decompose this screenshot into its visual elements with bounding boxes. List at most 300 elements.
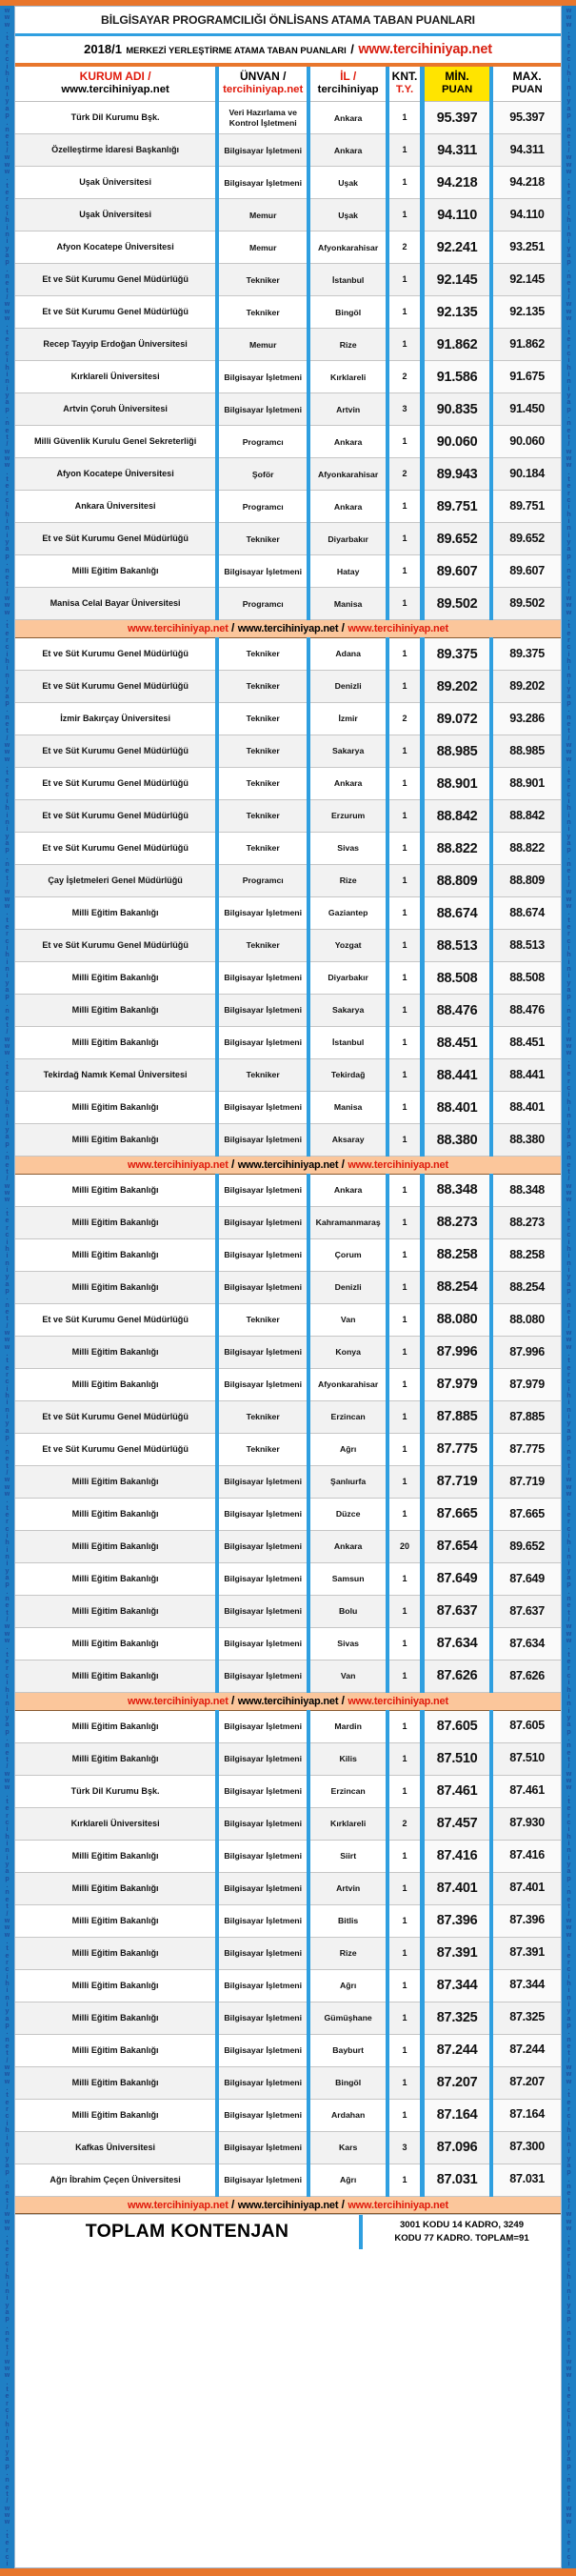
watermark-char: e	[566, 776, 571, 784]
watermark-char: i	[6, 812, 9, 819]
watermark-char: i	[6, 1266, 9, 1274]
watermark-char: n	[566, 1553, 571, 1560]
header-row	[15, 67, 561, 102]
watermark-char: p	[566, 994, 571, 1001]
cell-kontenjan: 1	[387, 1710, 422, 1742]
watermark-char: i	[6, 945, 9, 953]
cell-kontenjan: 1	[387, 671, 422, 703]
watermark-char: .	[567, 266, 570, 273]
cell-kontenjan: 1	[387, 167, 422, 199]
watermark-char: e	[566, 2190, 571, 2198]
table-row	[15, 1433, 561, 1465]
col-header-unvan-line1: ÜNVAN /	[239, 70, 287, 83]
watermark-char: /	[6, 588, 9, 595]
watermark-char: e	[566, 574, 571, 581]
cell-kontenjan: 1	[387, 1336, 422, 1368]
watermark-char: y	[5, 2155, 10, 2163]
cell-kurum-adi: Ankara Üniversitesi	[15, 491, 217, 523]
watermark-char: t	[6, 287, 9, 294]
cell-unvan: Programcı	[217, 588, 308, 620]
watermark-char: e	[566, 1659, 571, 1666]
watermark-char: e	[566, 1952, 571, 1960]
watermark-char: h	[566, 1098, 571, 1106]
page-title: BİLGİSAYAR PROGRAMCILIĞI ÖNLİSANS ATAMA TABAN PUANLARI	[15, 7, 561, 36]
watermark-char: w	[566, 1182, 572, 1190]
watermark-char: w	[4, 2224, 10, 2232]
watermark-char: i	[567, 371, 570, 378]
ad-link-1[interactable]: www.tercihiniyap.net	[128, 1695, 228, 1707]
watermark-char: c	[566, 644, 571, 652]
watermark-char: t	[567, 2385, 570, 2393]
cell-il: Siirt	[308, 1840, 387, 1872]
watermark-char: t	[6, 1316, 9, 1323]
ad-separator-1: /	[228, 1157, 238, 1172]
watermark-char: n	[566, 2288, 571, 2296]
watermark-char: t	[6, 1211, 9, 1218]
watermark-char: w	[4, 896, 10, 903]
table-row	[15, 264, 561, 296]
watermark-char: r	[6, 2400, 9, 2407]
watermark-char: a	[566, 1721, 571, 1729]
watermark-char: i	[6, 63, 9, 70]
watermark-char: t	[6, 1504, 9, 1512]
cell-unvan: Bilgisayar İşletmeni	[217, 1710, 308, 1742]
table-row	[15, 426, 561, 458]
watermark-char: t	[6, 2092, 9, 2100]
watermark-char: y	[5, 1274, 10, 1281]
ad-link-3[interactable]: www.tercihiniyap.net	[348, 1695, 448, 1707]
watermark-char: i	[6, 1841, 9, 1848]
ad-link-3[interactable]: www.tercihiniyap.net	[348, 623, 448, 635]
watermark-char: p	[566, 847, 571, 855]
watermark-char: w	[4, 742, 10, 750]
cell-il: Bingöl	[308, 2066, 387, 2099]
watermark-char: /	[6, 881, 9, 889]
watermark-char: r	[6, 931, 9, 938]
watermark-char: w	[566, 1917, 572, 1924]
watermark-char: e	[566, 2246, 571, 2253]
cell-kurum-adi: Milli Eğitim Bakanlığı	[15, 1336, 217, 1368]
watermark-char: i	[567, 1385, 570, 1393]
watermark-char: w	[566, 2512, 572, 2520]
watermark-char: n	[566, 1994, 571, 2002]
cell-max-puan: 95.397	[491, 102, 561, 134]
watermark-char: h	[566, 217, 571, 225]
table-row	[15, 800, 561, 833]
watermark-char: e	[5, 2099, 10, 2106]
watermark-char: /	[567, 735, 570, 742]
watermark-char: w	[4, 1638, 10, 1645]
cell-il: Bayburt	[308, 2034, 387, 2066]
cell-kurum-adi: Kırklareli Üniversitesi	[15, 1807, 217, 1840]
cell-kontenjan: 1	[387, 865, 422, 897]
watermark-char: i	[6, 679, 9, 686]
watermark-char: i	[567, 1546, 570, 1554]
cell-max-puan: 91.862	[491, 329, 561, 361]
watermark-char: t	[567, 1358, 570, 1365]
watermark-char: w	[566, 1190, 572, 1197]
subtitle-middle: MERKEZİ YERLEŞTİRME ATAMA TABAN PUANLARI	[126, 45, 347, 55]
watermark-char: a	[5, 252, 10, 260]
watermark-char: i	[567, 1560, 570, 1568]
subtitle-site-link[interactable]: www.tercihiniyap.net	[358, 42, 492, 57]
watermark-char: e	[566, 1749, 571, 1757]
watermark-char: i	[567, 1987, 570, 1995]
watermark-char: c	[5, 2113, 10, 2121]
cell-kurum-adi: Milli Eğitim Bakanlığı	[15, 1710, 217, 1742]
left-watermark-strip	[0, 6, 14, 2568]
watermark-char: n	[5, 2036, 10, 2043]
cell-il: Rize	[308, 329, 387, 361]
cell-max-puan: 89.607	[491, 555, 561, 588]
cell-min-puan: 87.885	[422, 1400, 491, 1433]
cell-max-puan: 89.751	[491, 491, 561, 523]
watermark-char: p	[5, 847, 10, 855]
cell-kontenjan: 1	[387, 2002, 422, 2034]
watermark-char: i	[6, 1092, 9, 1099]
table-row	[15, 1092, 561, 1124]
cell-max-puan: 88.348	[491, 1174, 561, 1206]
ad-link-2[interactable]: www.tercihiniyap.net	[237, 1695, 339, 1707]
cell-kontenjan: 1	[387, 264, 422, 296]
watermark-char: e	[5, 2484, 10, 2491]
watermark-char: a	[5, 839, 10, 847]
ad-link-3[interactable]: www.tercihiniyap.net	[348, 1159, 448, 1172]
watermark-char: n	[566, 1406, 571, 1414]
watermark-char: .	[6, 1351, 9, 1358]
cell-unvan: Bilgisayar İşletmeni	[217, 1807, 308, 1840]
watermark-char: .	[6, 175, 9, 183]
watermark-char: w	[4, 594, 10, 602]
cell-min-puan: 91.586	[422, 361, 491, 393]
watermark-char: p	[5, 112, 10, 120]
watermark-char: .	[567, 322, 570, 330]
watermark-char: a	[5, 987, 10, 995]
watermark-char: e	[5, 1161, 10, 1169]
cell-min-puan: 94.311	[422, 134, 491, 167]
cell-kontenjan: 1	[387, 1840, 422, 1872]
cell-kontenjan: 1	[387, 491, 422, 523]
watermark-char: r	[6, 1077, 9, 1085]
watermark-char: e	[5, 1364, 10, 1372]
ad-banner-cell	[15, 620, 561, 638]
watermark-char: y	[5, 245, 10, 252]
watermark-char: n	[566, 1448, 571, 1456]
watermark-char: .	[567, 2085, 570, 2093]
watermark-char: w	[4, 1931, 10, 1939]
cell-il: Uşak	[308, 167, 387, 199]
cell-min-puan: 89.072	[422, 703, 491, 735]
watermark-char: t	[567, 623, 570, 631]
watermark-char: w	[566, 448, 572, 455]
watermark-char: e	[5, 2393, 10, 2401]
watermark-char: .	[567, 1000, 570, 1008]
ad-link-1[interactable]: www.tercihiniyap.net	[128, 2199, 228, 2211]
watermark-char: n	[566, 1596, 571, 1603]
watermark-char: .	[567, 29, 570, 36]
cell-unvan: Tekniker	[217, 1433, 308, 1465]
watermark-char: w	[4, 903, 10, 910]
watermark-char: /	[6, 1617, 9, 1624]
watermark-char: r	[6, 636, 9, 644]
watermark-char: a	[5, 693, 10, 700]
watermark-char: a	[5, 2456, 10, 2464]
watermark-char: i	[567, 1399, 570, 1407]
watermark-char: a	[5, 546, 10, 553]
cell-il: Afyonkarahisar	[308, 458, 387, 491]
cell-il: Bolu	[308, 1595, 387, 1627]
watermark-char: e	[566, 2043, 571, 2051]
watermark-char: e	[5, 776, 10, 784]
cell-max-puan: 87.775	[491, 1433, 561, 1465]
cell-min-puan: 87.461	[422, 1775, 491, 1807]
watermark-char: y	[566, 98, 571, 106]
table-row	[15, 865, 561, 897]
cell-min-puan: 92.145	[422, 264, 491, 296]
watermark-char: w	[566, 1050, 572, 1057]
ad-banner-row	[15, 620, 561, 638]
watermark-char: i	[6, 2148, 9, 2156]
watermark-char: p	[566, 2316, 571, 2324]
ad-banner-row	[15, 1692, 561, 1710]
cell-min-puan: 87.164	[422, 2099, 491, 2131]
watermark-char: t	[6, 1756, 9, 1763]
cell-max-puan: 87.665	[491, 1498, 561, 1530]
cell-max-puan: 88.985	[491, 735, 561, 768]
col-header-knt-line1: KNT.	[391, 70, 418, 83]
watermark-char: w	[4, 154, 10, 162]
table-row	[15, 555, 561, 588]
watermark-char: t	[6, 1651, 9, 1659]
watermark-char: i	[567, 210, 570, 217]
cell-unvan: Bilgisayar İşletmeni	[217, 1238, 308, 1271]
ad-link-2[interactable]: www.tercihiniyap.net	[237, 1159, 339, 1172]
watermark-char: w	[4, 1623, 10, 1631]
cell-unvan: Tekniker	[217, 264, 308, 296]
cell-unvan: Tekniker	[217, 1303, 308, 1336]
watermark-char: .	[567, 2526, 570, 2533]
watermark-char: i	[6, 238, 9, 246]
watermark-char: i	[567, 1826, 570, 1834]
cell-min-puan: 90.060	[422, 426, 491, 458]
watermark-char: a	[5, 1721, 10, 1729]
cell-min-puan: 87.979	[422, 1368, 491, 1400]
watermark-char: c	[566, 2113, 571, 2121]
table-row	[15, 1027, 561, 1059]
cell-unvan: Bilgisayar İşletmeni	[217, 2131, 308, 2163]
cell-max-puan: 89.375	[491, 638, 561, 671]
cell-kurum-adi: Milli Eğitim Bakanlığı	[15, 1124, 217, 1157]
table-row	[15, 1742, 561, 1775]
watermark-char: .	[6, 1000, 9, 1008]
watermark-char: t	[567, 1609, 570, 1617]
watermark-char: c	[5, 1525, 10, 1533]
table-row	[15, 671, 561, 703]
watermark-char: h	[5, 952, 10, 959]
watermark-char: e	[566, 630, 571, 637]
watermark-char: w	[4, 1777, 10, 1784]
watermark-char: i	[6, 357, 9, 365]
watermark-char: a	[566, 1134, 571, 1141]
watermark-char: .	[567, 119, 570, 127]
cell-max-puan: 87.885	[491, 1400, 561, 1433]
cell-kontenjan: 1	[387, 1775, 422, 1807]
watermark-char: e	[566, 1456, 571, 1463]
cell-il: Artvin	[308, 393, 387, 426]
watermark-char: .	[6, 1791, 9, 1799]
ad-link-3[interactable]: www.tercihiniyap.net	[348, 2199, 448, 2211]
watermark-char: i	[6, 2001, 9, 2008]
watermark-char: i	[6, 826, 9, 834]
cell-min-puan: 95.397	[422, 102, 491, 134]
watermark-char: p	[566, 1875, 571, 1882]
watermark-char: y	[566, 2302, 571, 2309]
cell-min-puan: 88.674	[422, 897, 491, 930]
cell-unvan: Bilgisayar İşletmeni	[217, 2099, 308, 2131]
watermark-char: w	[4, 1197, 10, 1204]
watermark-char: t	[567, 182, 570, 190]
watermark-char: t	[6, 1169, 9, 1177]
watermark-char: n	[5, 2141, 10, 2148]
watermark-char: n	[566, 1889, 571, 1897]
ad-link-1[interactable]: www.tercihiniyap.net	[128, 1159, 228, 1172]
watermark-char: i	[6, 1560, 9, 1568]
watermark-char: w	[4, 462, 10, 470]
cell-max-puan: 87.461	[491, 1775, 561, 1807]
watermark-char: i	[6, 651, 9, 658]
cell-kontenjan: 1	[387, 1465, 422, 1498]
cell-max-puan: 87.401	[491, 1872, 561, 1904]
cell-kurum-adi: Et ve Süt Kurumu Genel Müdürlüğü	[15, 671, 217, 703]
watermark-char: n	[566, 2036, 571, 2043]
cell-il: Rize	[308, 1937, 387, 1969]
cell-min-puan: 88.822	[422, 833, 491, 865]
watermark-char: e	[566, 868, 571, 875]
cell-il: Denizli	[308, 1271, 387, 1303]
watermark-char: w	[566, 2071, 572, 2079]
watermark-char: e	[566, 427, 571, 434]
cell-kontenjan: 1	[387, 2066, 422, 2099]
watermark-char: t	[567, 2092, 570, 2100]
watermark-char: y	[5, 392, 10, 399]
watermark-char: n	[566, 2477, 571, 2485]
cell-il: Bitlis	[308, 1904, 387, 1937]
watermark-char: a	[5, 2162, 10, 2169]
cell-min-puan: 88.273	[422, 1206, 491, 1238]
cell-max-puan: 87.207	[491, 2066, 561, 2099]
watermark-char: r	[567, 2106, 570, 2114]
cell-min-puan: 92.241	[422, 231, 491, 264]
watermark-char: n	[5, 1994, 10, 2002]
ad-link-2[interactable]: www.tercihiniyap.net	[237, 2199, 339, 2211]
cell-il: Aksaray	[308, 1124, 387, 1157]
table-row	[15, 962, 561, 995]
ad-banner-cell	[15, 2196, 561, 2214]
watermark-char: t	[6, 2533, 9, 2541]
cell-il: Afyonkarahisar	[308, 231, 387, 264]
watermark-char: w	[4, 2365, 10, 2372]
cell-il: Afyonkarahisar	[308, 1368, 387, 1400]
watermark-char: .	[6, 413, 9, 420]
cell-kontenjan: 1	[387, 1059, 422, 1092]
watermark-char: /	[567, 588, 570, 595]
watermark-char: y	[566, 1862, 571, 1869]
watermark-char: n	[5, 525, 10, 533]
cell-unvan: Tekniker	[217, 1059, 308, 1092]
watermark-char: t	[6, 2050, 9, 2058]
cell-max-puan: 88.380	[491, 1124, 561, 1157]
watermark-char: a	[5, 2015, 10, 2023]
watermark-char: w	[4, 2071, 10, 2079]
watermark-char: t	[567, 2344, 570, 2351]
watermark-char: e	[566, 721, 571, 729]
cell-il: Mardin	[308, 1710, 387, 1742]
cell-il: Yozgat	[308, 930, 387, 962]
watermark-char: w	[4, 602, 10, 610]
table-row	[15, 1937, 561, 1969]
watermark-char: w	[566, 161, 572, 169]
watermark-char: h	[5, 657, 10, 665]
sheet-frame	[0, 6, 576, 2568]
watermark-char: e	[566, 189, 571, 196]
watermark-char: w	[4, 2512, 10, 2520]
watermark-char: w	[4, 2519, 10, 2526]
col-header-unvan	[217, 67, 308, 102]
watermark-char: h	[566, 1686, 571, 1694]
watermark-char: e	[5, 2190, 10, 2198]
watermark-char: i	[567, 1266, 570, 1274]
cell-kurum-adi: Milli Eğitim Bakanlığı	[15, 2002, 217, 2034]
cell-max-puan: 88.258	[491, 1238, 561, 1271]
watermark-char: y	[5, 98, 10, 106]
cell-max-puan: 87.996	[491, 1336, 561, 1368]
watermark-char: h	[566, 1980, 571, 1987]
cell-kurum-adi: Milli Eğitim Bakanlığı	[15, 1027, 217, 1059]
ad-link-2[interactable]: www.tercihiniyap.net	[237, 623, 339, 635]
watermark-char: r	[6, 2546, 9, 2554]
watermark-char: n	[5, 2435, 10, 2443]
cell-unvan: Bilgisayar İşletmeni	[217, 1840, 308, 1872]
watermark-char: .	[6, 469, 9, 476]
col-header-min-puan	[422, 67, 491, 102]
ad-banner-row	[15, 2196, 561, 2214]
watermark-char: /	[567, 147, 570, 154]
watermark-char: n	[566, 231, 571, 238]
spreadsheet-sheet	[14, 6, 562, 2568]
cell-max-puan: 87.637	[491, 1595, 561, 1627]
watermark-char: e	[5, 1659, 10, 1666]
ad-link-1[interactable]: www.tercihiniyap.net	[128, 623, 228, 635]
watermark-char: i	[6, 2295, 9, 2303]
cell-kurum-adi: Artvin Çoruh Üniversitesi	[15, 393, 217, 426]
cell-unvan: Tekniker	[217, 833, 308, 865]
watermark-char: t	[6, 770, 9, 777]
watermark-char: .	[6, 2176, 9, 2184]
ad-separator-1: /	[228, 621, 238, 635]
cell-min-puan: 94.218	[422, 167, 491, 199]
table-row	[15, 1775, 561, 1807]
cell-min-puan: 87.649	[422, 1562, 491, 1595]
cell-min-puan: 87.637	[422, 1595, 491, 1627]
watermark-char: .	[6, 1441, 9, 1449]
watermark-char: h	[5, 2274, 10, 2282]
col-header-il-line2: tercihiniyap	[317, 83, 379, 95]
cell-il: Ankara	[308, 426, 387, 458]
cell-kontenjan: 1	[387, 296, 422, 329]
cell-kurum-adi: Milli Eğitim Bakanlığı	[15, 1595, 217, 1627]
cell-il: Erzincan	[308, 1775, 387, 1807]
watermark-char: w	[566, 14, 572, 22]
